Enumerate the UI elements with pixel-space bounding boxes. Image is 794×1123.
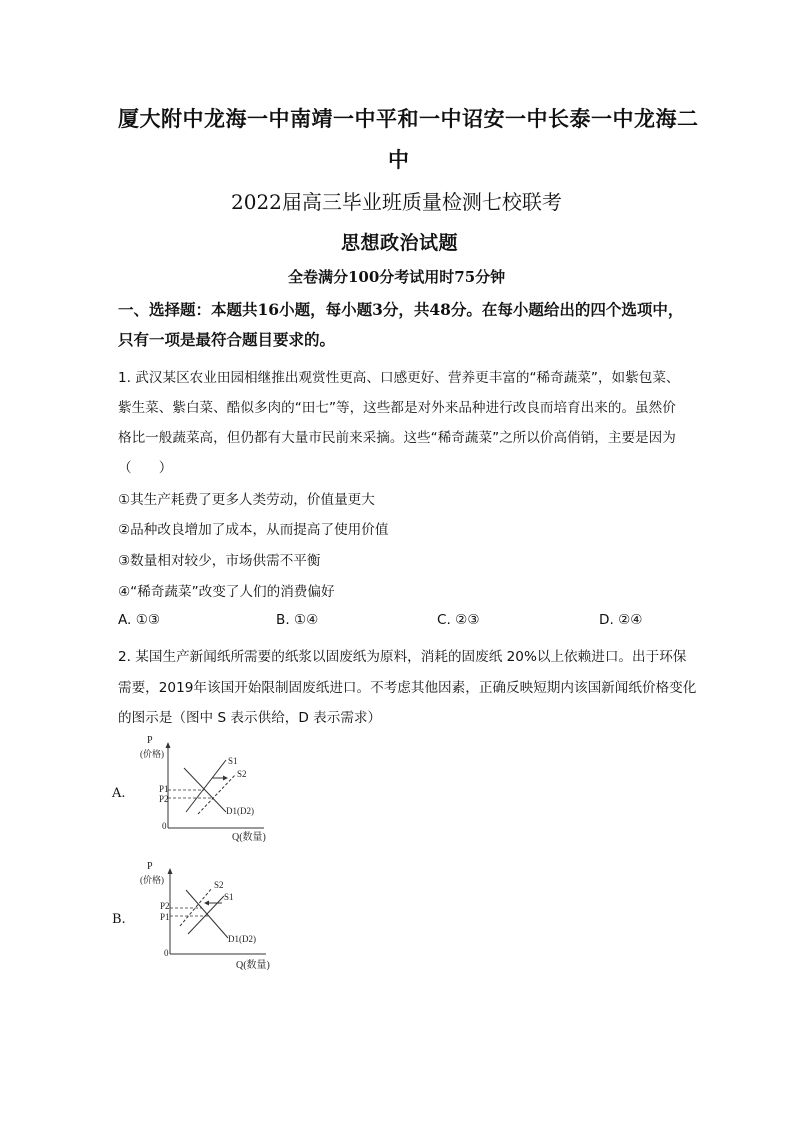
y-axis-label: P	[147, 735, 153, 746]
origin-label: 0	[164, 948, 169, 958]
q1-statement-1: ①其生产耗费了更多人类劳动，价值量更大	[118, 492, 375, 508]
q1-stem-line3: 格比一般蔬菜高，但仍都有大量市民前来采摘。这些“稀奇蔬菜”之所以价高俏销，主要是因为	[118, 430, 676, 446]
section-instructions-line1: 一、选择题：本题共16小题，每小题3分，共48分。在每小题给出的四个选项中，	[118, 300, 684, 319]
supply-curve-s1	[188, 896, 224, 934]
q1-stem-line1: 1. 武汉某区农业田园相继推出观赏性更高、口感更好、营养更丰富的“稀奇蔬菜”，如紫包菜、	[118, 370, 680, 386]
y-axis-sublabel: (价格)	[140, 749, 164, 759]
q2-option-a-label: A.	[112, 786, 126, 801]
q1-answer-blank: （ ）	[118, 460, 173, 476]
q1-option-c: C. ②③	[437, 612, 480, 628]
supply-label-s2: S2	[214, 880, 224, 890]
y-axis-sublabel: (价格)	[140, 875, 164, 885]
q2-stem-line2: 需要，2019年该国开始限制固废纸进口。不考虑其他因素，正确反映短期内该国新闻纸价格变化	[118, 680, 697, 696]
origin-label: 0	[162, 821, 167, 831]
q2-option-b-graph	[140, 858, 290, 972]
q1-statement-3: ③数量相对较少，市场供需不平衡	[118, 553, 321, 569]
exam-title: 2022届高三毕业班质量检测七校联考	[231, 190, 562, 214]
q1-statement-4: ④“稀奇蔬菜”改变了人们的消费偏好	[118, 584, 335, 600]
section-instructions-line2: 只有一项是最符合题目要求的。	[118, 330, 336, 349]
q2-option-b-label: B.	[112, 912, 126, 927]
y-axis-arrow	[168, 868, 173, 874]
q2-option-a-graph	[140, 732, 290, 844]
demand-label: D1(D2)	[226, 806, 254, 816]
shift-arrow-head	[204, 901, 209, 906]
price-label-lower: P2	[159, 794, 169, 804]
supply-curve-s1	[186, 760, 226, 812]
supply-label-s1: S1	[224, 892, 234, 902]
supply-curve-s2	[180, 888, 212, 926]
demand-label: D1(D2)	[228, 934, 256, 944]
q2-stem-line1: 2. 某国生产新闻纸所需要的纸浆以固废纸为原料，消耗的固废纸 20%以上依赖进口。出于环保	[118, 649, 687, 665]
subject-title: 思想政治试题	[341, 232, 459, 254]
y-axis-label: P	[147, 861, 153, 872]
x-axis-label: Q(数量)	[236, 960, 270, 971]
q1-option-d: D. ②④	[599, 612, 643, 628]
y-axis-arrow	[166, 742, 171, 748]
school-list-line1: 厦大附中龙海一中南靖一中平和一中诏安一中长泰一中龙海二	[118, 106, 699, 131]
q1-stem-line2: 紫生菜、紫白菜、酷似多肉的“田七”等，这些都是对外来品种进行改良而培育出来的。虽然价	[118, 400, 676, 416]
q1-statement-2: ②品种改良增加了成本，从而提高了使用价值	[118, 522, 389, 538]
school-list-line2: 中	[388, 147, 410, 172]
shift-arrow-head	[223, 776, 228, 781]
x-axis-label: Q(数量)	[232, 832, 266, 843]
price-label-lower: P1	[160, 912, 170, 922]
q1-option-b: B. ①④	[276, 612, 319, 628]
price-label-upper: P1	[159, 784, 169, 794]
supply-label-s2: S2	[237, 769, 247, 779]
q1-option-a: A. ①③	[118, 612, 161, 628]
exam-info: 全卷满分100分考试用时75分钟	[288, 268, 506, 286]
q2-stem-line3: 的图示是（图中 S 表示供给，D 表示需求）	[118, 710, 382, 726]
supply-label-s1: S1	[228, 756, 238, 766]
price-label-upper: P2	[160, 901, 170, 911]
